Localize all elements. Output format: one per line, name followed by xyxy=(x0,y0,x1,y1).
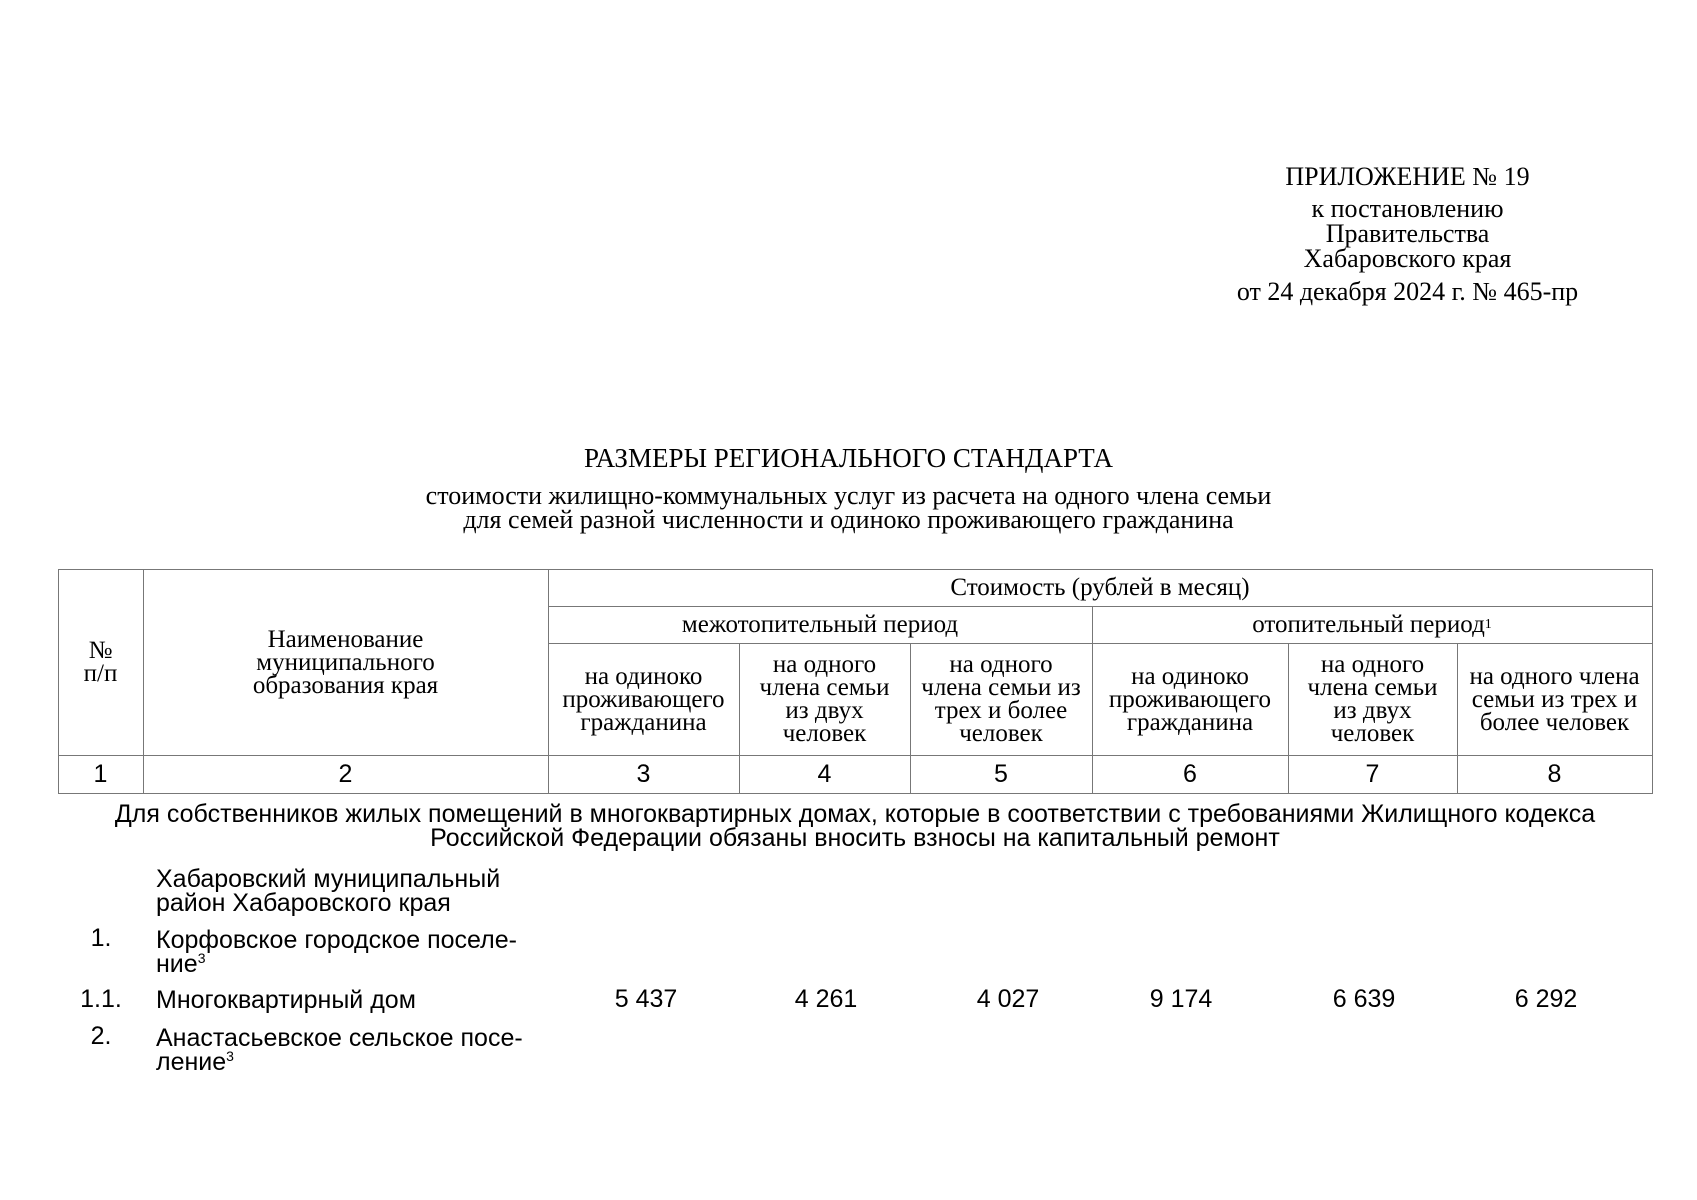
appendix-date: от 24 декабря 2024 г. № 465-пр xyxy=(1236,277,1579,306)
section-note: Для собственников жилых помещений в многоквартирных домах, которые в соответствии с требованиями Жилищного кодекса Российской Федерации обязаны вносить взносы на капитальный ремонт xyxy=(114,800,1596,852)
sub-header-three-1: на одного члена семьи из трех и более человек xyxy=(921,651,1081,747)
column-number: 4 xyxy=(817,759,832,788)
value-cell: 4 261 xyxy=(794,985,858,1013)
table-row-building: Многоквартирный дом xyxy=(156,986,416,1014)
table-row-settlement: Корфовское городское поселе- ние$^3$ xyxy=(156,926,517,978)
value-cell: 6 292 xyxy=(1514,985,1578,1013)
table-row-district: Хабаровский муниципальный район Хабаровского края xyxy=(156,865,501,917)
sub-header-two-1: на одного члена семьи из двух человек xyxy=(759,651,890,747)
sub-header-single-2: на одиноко проживающего гражданина xyxy=(1108,662,1272,736)
col-header-name: Наименование муниципального образования края xyxy=(252,625,439,699)
row-number: 2. xyxy=(90,1022,112,1050)
document-title: РАЗМЕРЫ РЕГИОНАЛЬНОГО СТАНДАРТА xyxy=(584,443,1113,473)
value-cell: 5 437 xyxy=(614,985,678,1013)
appendix-line-3: Хабаровского края xyxy=(1303,244,1512,273)
column-number: 7 xyxy=(1365,759,1380,788)
value-cell: 9 174 xyxy=(1149,985,1213,1013)
col-header-number: № п/п xyxy=(83,637,118,687)
column-number: 3 xyxy=(636,759,651,788)
sub-header-single-1: на одиноко проживающего гражданина xyxy=(562,662,725,736)
period-non-heating-header: межотопительный период xyxy=(681,611,959,638)
appendix-title: ПРИЛОЖЕНИЕ № 19 xyxy=(1285,162,1530,191)
column-number: 5 xyxy=(994,759,1008,788)
row-number: 1. xyxy=(90,924,112,952)
table-row-settlement: Анастасьевское сельское посе- ление$^3$ xyxy=(156,1024,523,1076)
column-number: 8 xyxy=(1547,759,1562,788)
subtitle-line-1: стоимости жилищно-коммунальных услуг из расчета на одного члена семьи xyxy=(425,481,1272,510)
row-number: 1.1. xyxy=(80,985,122,1013)
column-number: 1 xyxy=(93,759,108,788)
column-number: 6 xyxy=(1183,759,1197,788)
value-cell: 4 027 xyxy=(976,985,1040,1013)
column-number: 2 xyxy=(338,759,353,788)
appendix-line-1: к постановлению xyxy=(1311,194,1504,223)
appendix-block xyxy=(1180,164,1635,304)
appendix-line-2: Правительства xyxy=(1325,219,1490,248)
document-subtitle xyxy=(0,481,1697,534)
subtitle-line-2: для семей разной численности и одиноко проживающего гражданина xyxy=(463,505,1234,534)
sub-header-three-2: на одного члена семьи из трех и более человек xyxy=(1469,662,1640,736)
cost-header: Стоимость (рублей в месяц) xyxy=(950,574,1250,601)
period-heating-header: отопительный период 1 xyxy=(1252,611,1492,638)
value-cell: 6 639 xyxy=(1332,985,1396,1013)
sub-header-two-2: на одного члена семьи из двух человек xyxy=(1307,651,1438,747)
